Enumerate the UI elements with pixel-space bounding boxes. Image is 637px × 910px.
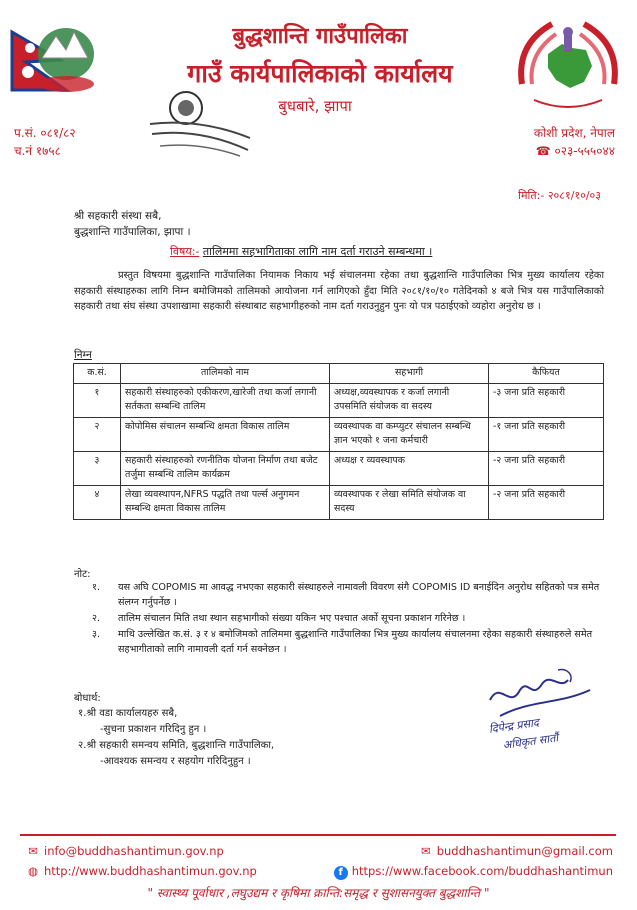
addressee-line2: बुद्धशान्ति गाउँपालिका, झापा । [74, 226, 191, 238]
table-cell-training: सहकारी संस्थाहरुको रणनीतिक योजना निर्माण तथा बजेट तर्जुमा सम्बन्धि तालिम कार्यक्रम [121, 451, 330, 485]
signatory-name: दिपेन्द्र प्रसाद [488, 716, 540, 736]
table-cell-training: कोपोमिस संचालन सम्बन्धि क्षमता विकास तालिम [121, 417, 330, 451]
signatory-title: अधिकृत सातौं [502, 731, 560, 752]
chalani-number: च.नं १७५८ [14, 144, 61, 158]
envelope-icon: ✉ [420, 844, 431, 858]
bodharth-line4: -आवश्यक समन्वय र सहयोग गरिदिनुहुन । [100, 756, 251, 767]
bodharth-line2: -सुचना प्रकाशन गरिदिनु हुन । [100, 724, 207, 735]
table-cell-participants: व्यवस्थापक वा कम्प्युटर संचालन सम्बन्धि ज्ञान भएको १ जना कर्मचारी [330, 417, 489, 451]
letter-date: मिति:- २०८१/१०/०३ [518, 189, 601, 202]
reference-numbers [14, 124, 76, 160]
note-text: यस अघि COPOMIS मा आवद्ध नभएका सहकारी संस्थाहरुले नामावली विवरण संगै COPOMIS ID बनाईदिन अनुरोध सहितको पत्र समेत संलग्न गर्नुपर्नेछ । [118, 582, 600, 608]
facebook-icon: f [334, 866, 348, 880]
note-text: तालिम संचालन मिति तथा स्थान सहभागीको संख्या यकिन भए पश्चात अर्को सूचना प्रकाशन गरिनेछ । [118, 613, 466, 624]
table-cell-participants: व्यवस्थापक र लेखा समिति संयोजक वा सदस्य [330, 485, 489, 519]
province-contact [534, 124, 615, 160]
office-location: बुधबारे, झापा [278, 97, 352, 115]
footer-facebook-text: https://www.facebook.com/buddhashantimun [351, 864, 613, 878]
subject-line [170, 244, 432, 259]
table-header-participants: सहभागी [330, 364, 489, 384]
note-item [92, 611, 602, 626]
table-cell-participants: अध्यक्ष र व्यवस्थापक [330, 451, 489, 485]
table-row [74, 383, 604, 417]
table-cell-sn: २ [74, 417, 121, 451]
envelope-icon: ✉ [28, 844, 38, 858]
table-cell-participants: अध्यक्ष,व्यवस्थापक र कर्जा लगानी उपसमिति संयोजक वा सदस्य [330, 383, 489, 417]
office-stamp-icon [140, 88, 260, 158]
note-item [92, 627, 602, 657]
body-paragraph: प्रस्तुत विषयमा बुद्धशान्ति गाउँपालिका नियामक निकाय भई संचालनमा रहेका तथा बुद्धशान्ति गाउँपालिका भित्र मुख्य कार्यालय रहेका सहकारी संस्थाहरुका लागि निम्न बमोजिमको तालिमको आयोजना गर्न लागिएको हुँदा मिति २०८१/१०/१० गतेदिनको ४ बजे भित्र यस गाउँपालिकाको सहकारी तथा संघ संस्था उपशाखामा सहकारी संस्थाबाट सहभागीहरुको नाम दर्ता गराउनुहुन पुनः यो पत्र पठाईएको व्यहोरा अनुरोध छ । [74, 270, 604, 312]
footer-facebook[interactable] [334, 864, 613, 880]
footer-divider [20, 834, 616, 836]
table-cell-remarks: -२ जना प्रति सहकारी [489, 485, 604, 519]
addressee-line1: श्री सहकारी संस्था सबै, [74, 210, 162, 222]
footer-email1[interactable] [26, 844, 224, 858]
patra-sankhya: प.सं. ०८१/८२ [14, 126, 76, 140]
subject-label: विषय:- [170, 245, 200, 258]
table-cell-sn: ३ [74, 451, 121, 485]
table-cell-sn: ४ [74, 485, 121, 519]
table-cell-training: सहकारी संस्थाहरुको एकीकरण,खारेजी तथा कर्जा लगानी सर्तकता सम्बन्धि तालिम [121, 383, 330, 417]
footer-motto: " स्वास्थ्य पूर्वाधार ,लघुउद्यम र कृषिमा क्रान्ति:समृद्ध र सुशासनयुक्त बुद्धशान्ति " [147, 886, 490, 900]
footer-email1-text: info@buddhashantimun.gov.np [44, 844, 224, 858]
nepal-emblem-icon [8, 14, 98, 102]
table-cell-remarks: -३ जना प्रति सहकारी [489, 383, 604, 417]
table-header-training: तालिमको नाम [121, 364, 330, 384]
table-header-sn: क.सं. [74, 364, 121, 384]
phone-text: ☎ ०२३-५५५०४४ [535, 144, 615, 158]
globe-icon: ◍ [27, 864, 39, 878]
table-cell-remarks: -२ जना प्रति सहकारी [489, 451, 604, 485]
table-cell-remarks: -१ जना प्रति सहकारी [489, 417, 604, 451]
table-row [74, 451, 604, 485]
table-cell-training: लेखा व्यवस्थापन,NFRS पद्धति तथा पर्ल्स अनुगमन सम्बन्धि क्षमता विकास तालिम [121, 485, 330, 519]
addressee-block [74, 208, 191, 240]
footer-website[interactable] [26, 864, 257, 878]
bodharth-list [78, 706, 274, 770]
subject-text: तालिममा सहभागिताका लागि नाम दर्ता गराउने सम्बन्धमा । [202, 245, 433, 258]
bodharth-line3: २.श्री सहकारी समन्वय समिति, बुद्धशान्ति गाउँपालिका, [78, 740, 275, 751]
table-row [74, 417, 604, 451]
footer-website-text: http://www.buddhashantimun.gov.np [44, 864, 257, 878]
footer-email2-text: buddhashantimun@gmail.com [436, 844, 613, 858]
province-text: कोशी प्रदेश, नेपाल [533, 126, 615, 140]
notes-label: नोट: [74, 569, 91, 580]
note-number: २. [92, 613, 101, 624]
footer-email2[interactable] [419, 844, 613, 858]
note-text: माथि उल्लेखित क.सं. ३ र ४ बमोजिमको तालिममा बुद्धशान्ति गाउँपालिका भित्र मुख्य कार्यालय संचालनमा रहेका सहकारी संस्थाहरुले समेत सहभागीताको लागि नामावली दर्ता गर्न सक्नेछन । [118, 629, 593, 655]
office-title-line1: बुद्धशान्ति गाउँपालिका [232, 24, 408, 49]
table-row [74, 485, 604, 519]
notes-list [92, 580, 602, 658]
training-table [73, 363, 604, 520]
municipality-logo-icon [512, 14, 624, 122]
note-item [92, 580, 602, 610]
table-header-remarks: कैफियत [489, 364, 604, 384]
note-number: १. [92, 582, 101, 593]
bodharth-label: बोधार्थ: [74, 693, 101, 704]
table-label: निम्न [74, 349, 92, 361]
note-number: ३. [92, 629, 101, 640]
table-cell-sn: १ [74, 383, 121, 417]
bodharth-line1: १.श्री वडा कार्यालयहरु सबै, [78, 708, 178, 719]
office-title-line2: गाउँ कार्यपालिकाको कार्यालय [187, 59, 453, 88]
table-header-row [74, 364, 604, 384]
